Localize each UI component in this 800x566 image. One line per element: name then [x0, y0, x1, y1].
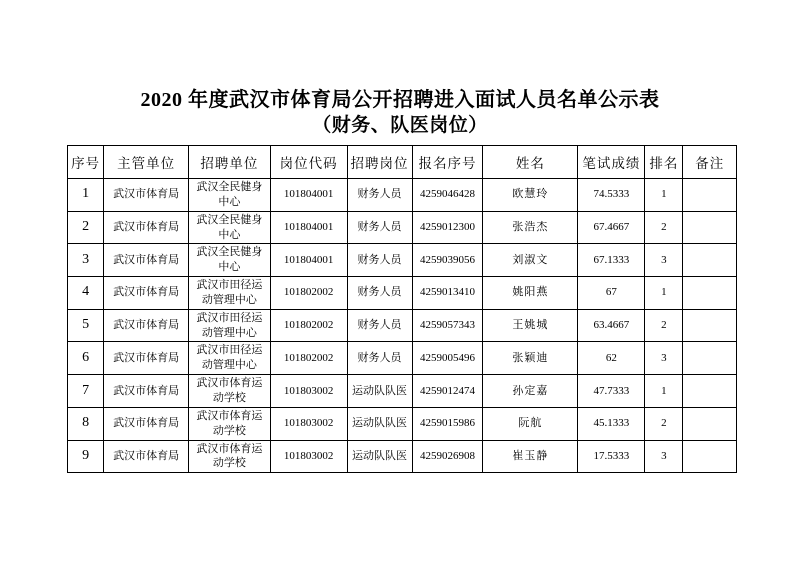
table-cell-rank: 2	[645, 211, 683, 244]
table-cell-supervising-unit: 武汉市体育局	[104, 342, 189, 375]
column-header-rank: 排名	[645, 146, 683, 179]
table-cell-supervising-unit: 武汉市体育局	[104, 440, 189, 473]
table-cell-index: 1	[68, 179, 104, 212]
table-cell-candidate-name: 阮航	[483, 407, 578, 440]
column-header-written-score: 笔试成绩	[578, 146, 645, 179]
table-cell-registration-no: 4259005496	[412, 342, 483, 375]
table-cell-post-name: 财务人员	[347, 309, 412, 342]
column-header-remark: 备注	[683, 146, 737, 179]
table-row	[68, 440, 737, 473]
table-cell-index: 2	[68, 211, 104, 244]
table-cell-recruiting-unit: 武汉全民健身中心	[189, 179, 271, 212]
table-cell-written-score: 67.4667	[578, 211, 645, 244]
table-header-row	[68, 146, 737, 179]
table-row	[68, 309, 737, 342]
table-cell-registration-no: 4259057343	[412, 309, 483, 342]
table-cell-registration-no: 4259039056	[412, 244, 483, 277]
column-header-candidate-name: 姓名	[483, 146, 578, 179]
table-row	[68, 179, 737, 212]
table-cell-post-code: 101804001	[270, 211, 347, 244]
table-cell-post-name: 财务人员	[347, 211, 412, 244]
table-cell-rank: 3	[645, 342, 683, 375]
table-cell-post-name: 运动队队医	[347, 375, 412, 408]
table-cell-post-name: 财务人员	[347, 179, 412, 212]
roster-table-body	[68, 179, 737, 473]
table-cell-candidate-name: 孙定嘉	[483, 375, 578, 408]
table-cell-post-name: 运动队队医	[347, 407, 412, 440]
column-header-post-code: 岗位代码	[270, 146, 347, 179]
table-cell-recruiting-unit: 武汉市体育运动学校	[189, 440, 271, 473]
table-cell-recruiting-unit: 武汉市田径运动管理中心	[189, 277, 271, 310]
table-cell-post-code: 101803002	[270, 375, 347, 408]
table-cell-written-score: 17.5333	[578, 440, 645, 473]
table-cell-recruiting-unit: 武汉全民健身中心	[189, 244, 271, 277]
table-cell-written-score: 45.1333	[578, 407, 645, 440]
table-cell-registration-no: 4259013410	[412, 277, 483, 310]
table-cell-post-name: 运动队队医	[347, 440, 412, 473]
table-cell-index: 4	[68, 277, 104, 310]
table-header	[68, 146, 737, 179]
table-cell-rank: 3	[645, 440, 683, 473]
table-cell-index: 6	[68, 342, 104, 375]
table-cell-post-code: 101803002	[270, 440, 347, 473]
table-cell-written-score: 67.1333	[578, 244, 645, 277]
table-cell-supervising-unit: 武汉市体育局	[104, 309, 189, 342]
table-row	[68, 211, 737, 244]
table-cell-supervising-unit: 武汉市体育局	[104, 375, 189, 408]
table-cell-registration-no: 4259046428	[412, 179, 483, 212]
table-cell-post-code: 101802002	[270, 277, 347, 310]
table-cell-rank: 2	[645, 407, 683, 440]
table-cell-registration-no: 4259015986	[412, 407, 483, 440]
table-cell-written-score: 62	[578, 342, 645, 375]
table-cell-recruiting-unit: 武汉市体育运动学校	[189, 375, 271, 408]
table-cell-remark	[683, 375, 737, 408]
table-cell-recruiting-unit: 武汉市田径运动管理中心	[189, 342, 271, 375]
table-cell-post-name: 财务人员	[347, 342, 412, 375]
table-cell-rank: 1	[645, 179, 683, 212]
table-cell-supervising-unit: 武汉市体育局	[104, 211, 189, 244]
table-cell-written-score: 67	[578, 277, 645, 310]
table-row	[68, 277, 737, 310]
table-cell-recruiting-unit: 武汉市体育运动学校	[189, 407, 271, 440]
table-cell-supervising-unit: 武汉市体育局	[104, 407, 189, 440]
table-cell-candidate-name: 姚阳燕	[483, 277, 578, 310]
table-cell-remark	[683, 211, 737, 244]
table-cell-rank: 1	[645, 375, 683, 408]
table-cell-candidate-name: 张浩杰	[483, 211, 578, 244]
table-cell-remark	[683, 244, 737, 277]
document-title: 2020 年度武汉市体育局公开招聘进入面试人员名单公示表	[140, 89, 660, 111]
table-cell-rank: 3	[645, 244, 683, 277]
column-header-index: 序号	[68, 146, 104, 179]
table-cell-supervising-unit: 武汉市体育局	[104, 179, 189, 212]
table-cell-supervising-unit: 武汉市体育局	[104, 244, 189, 277]
interview-roster-table	[67, 145, 737, 473]
table-cell-index: 8	[68, 407, 104, 440]
table-cell-candidate-name: 王姚城	[483, 309, 578, 342]
table-cell-index: 9	[68, 440, 104, 473]
table-cell-post-code: 101802002	[270, 309, 347, 342]
table-row	[68, 407, 737, 440]
column-header-registration-no: 报名序号	[412, 146, 483, 179]
table-cell-written-score: 47.7333	[578, 375, 645, 408]
table-row	[68, 375, 737, 408]
table-cell-candidate-name: 崔玉静	[483, 440, 578, 473]
column-header-supervising-unit: 主管单位	[104, 146, 189, 179]
table-cell-index: 7	[68, 375, 104, 408]
table-cell-post-name: 财务人员	[347, 277, 412, 310]
table-cell-registration-no: 4259012474	[412, 375, 483, 408]
table-cell-candidate-name: 刘淑文	[483, 244, 578, 277]
table-cell-index: 3	[68, 244, 104, 277]
table-row	[68, 244, 737, 277]
table-cell-remark	[683, 309, 737, 342]
document-subtitle: （财务、队医岗位）	[312, 115, 488, 136]
column-header-post-name: 招聘岗位	[347, 146, 412, 179]
table-cell-rank: 1	[645, 277, 683, 310]
table-cell-remark	[683, 342, 737, 375]
table-cell-remark	[683, 440, 737, 473]
table-cell-post-code: 101804001	[270, 179, 347, 212]
table-cell-remark	[683, 179, 737, 212]
table-cell-post-code: 101804001	[270, 244, 347, 277]
table-cell-registration-no: 4259012300	[412, 211, 483, 244]
table-cell-post-code: 101803002	[270, 407, 347, 440]
table-cell-registration-no: 4259026908	[412, 440, 483, 473]
table-cell-remark	[683, 277, 737, 310]
table-cell-index: 5	[68, 309, 104, 342]
table-cell-candidate-name: 张颖迪	[483, 342, 578, 375]
column-header-recruiting-unit: 招聘单位	[189, 146, 271, 179]
table-cell-post-code: 101802002	[270, 342, 347, 375]
table-cell-recruiting-unit: 武汉市田径运动管理中心	[189, 309, 271, 342]
table-cell-recruiting-unit: 武汉全民健身中心	[189, 211, 271, 244]
table-cell-supervising-unit: 武汉市体育局	[104, 277, 189, 310]
table-cell-remark	[683, 407, 737, 440]
table-cell-candidate-name: 欧慧玲	[483, 179, 578, 212]
table-cell-written-score: 74.5333	[578, 179, 645, 212]
table-row	[68, 342, 737, 375]
table-cell-post-name: 财务人员	[347, 244, 412, 277]
table-cell-rank: 2	[645, 309, 683, 342]
table-cell-written-score: 63.4667	[578, 309, 645, 342]
